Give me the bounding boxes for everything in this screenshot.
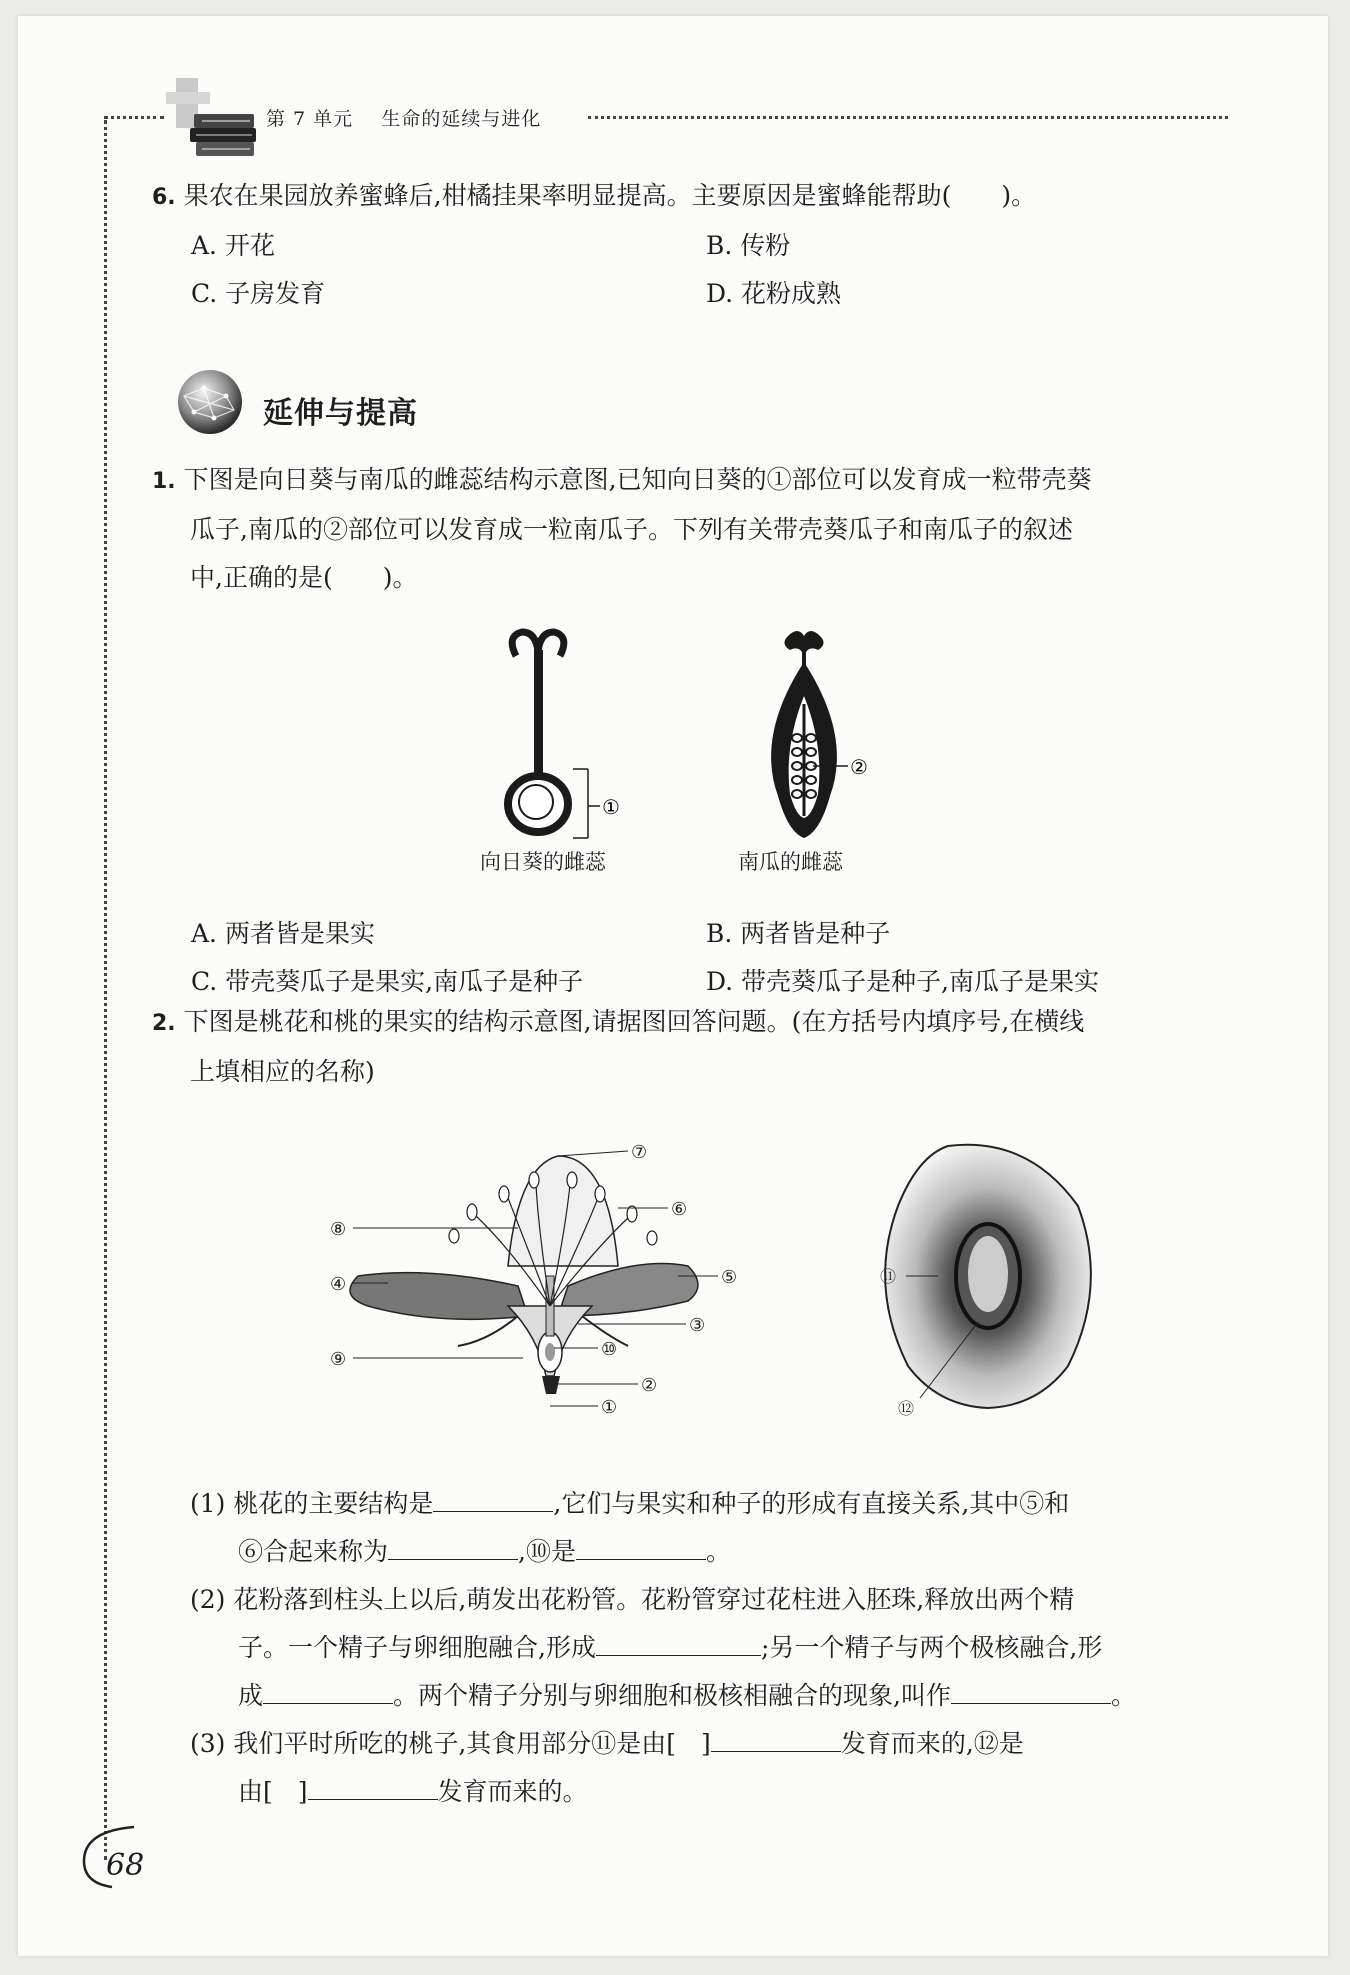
books-logo-icon [166, 74, 266, 164]
globe-icon [174, 366, 246, 438]
subquestion-text: 发育而来的。 [437, 1777, 588, 1806]
answer-blank[interactable] [596, 1629, 761, 1656]
pistil-figure [488, 626, 908, 856]
subquestion-text: 子。一个精子与卵细胞融合,形成 [238, 1633, 596, 1662]
label-1: ① [602, 795, 620, 819]
label-11: ⑪ [880, 1267, 897, 1286]
option-b: B. 传粉 [706, 231, 791, 260]
answer-blank[interactable] [308, 1773, 438, 1800]
label-2: ② [641, 1375, 658, 1396]
label-12: ⑫ [898, 1399, 915, 1418]
margin-rule [104, 120, 107, 1860]
peach-flower [350, 1151, 718, 1406]
option-c: C. 带壳葵瓜子是果实,南瓜子是种子 [191, 967, 584, 996]
subquestion-text: ,⑩是 [518, 1537, 576, 1566]
page-number: 68 [106, 1848, 145, 1883]
answer-blank[interactable] [433, 1485, 553, 1512]
label-3: ③ [689, 1315, 706, 1336]
subquestion-1 [190, 1480, 1069, 1576]
label-5: ⑤ [721, 1267, 738, 1288]
caption-pumpkin: 南瓜的雌蕊 [738, 850, 843, 874]
page [18, 16, 1328, 1956]
question-number: 2. [152, 1011, 176, 1036]
peach-figure [308, 1126, 1128, 1426]
header-rule [588, 116, 1228, 119]
option-c: C. 子房发育 [191, 279, 326, 308]
peach-fruit [885, 1145, 1091, 1408]
answer-blank[interactable] [263, 1677, 393, 1704]
question-line: 瓜子,南瓜的②部位可以发育成一粒南瓜子。下列有关带壳葵瓜子和南瓜子的叙述 [190, 515, 1073, 544]
subquestion-text: (1) 桃花的主要结构是 [190, 1489, 434, 1518]
label-2: ② [850, 755, 868, 779]
option-b: B. 两者皆是种子 [706, 919, 891, 948]
question-line: 中,正确的是( )。 [190, 563, 418, 592]
answer-blank[interactable] [388, 1533, 518, 1560]
sunflower-pistil [508, 632, 600, 838]
subquestion-text: 发育而来的,⑫是 [840, 1729, 1024, 1758]
pumpkin-pistil [771, 631, 848, 838]
question-stem: 果农在果园放养蜜蜂后,柑橘挂果率明显提高。主要原因是蜜蜂能帮助( )。 [183, 181, 1037, 210]
option-a: A. 开花 [191, 231, 275, 260]
subquestion-text: 。 [705, 1537, 731, 1566]
subquestion-text: (3) 我们平时所吃的桃子,其食用部分⑪是由[ ] [190, 1729, 711, 1758]
running-header [266, 104, 541, 131]
header-rule [104, 116, 164, 119]
subquestion-text: ;另一个精子与两个极核融合,形 [760, 1633, 1103, 1662]
answer-blank[interactable] [576, 1533, 706, 1560]
question-line: 下图是桃花和桃的果实的结构示意图,请据图回答问题。(在方括号内填序号,在横线 [183, 1007, 1085, 1036]
section-title: 延伸与提高 [263, 396, 418, 431]
option-a: A. 两者皆是果实 [191, 919, 375, 948]
answer-blank[interactable] [951, 1677, 1111, 1704]
subquestion-text: ,它们与果实和种子的形成有直接关系,其中⑤和 [553, 1489, 1070, 1518]
label-8: ⑧ [330, 1219, 347, 1240]
question-1 [152, 456, 1092, 602]
label-1: ① [601, 1397, 618, 1418]
label-7: ⑦ [631, 1142, 648, 1163]
subquestion-text: 。 [1110, 1681, 1136, 1710]
subquestion-3 [190, 1720, 1024, 1816]
question-line: 下图是向日葵与南瓜的雌蕊结构示意图,已知向日葵的①部位可以发育成一粒带壳葵 [183, 465, 1092, 494]
subquestion-text: 成 [238, 1681, 264, 1710]
label-9: ⑨ [330, 1349, 347, 1370]
subquestion-text: ⑥合起来称为 [238, 1537, 389, 1566]
question-number: 6. [152, 185, 176, 210]
caption-sunflower: 向日葵的雌蕊 [480, 850, 606, 874]
question-number: 1. [152, 469, 176, 494]
label-10: ⑩ [601, 1339, 618, 1360]
answer-blank[interactable] [711, 1725, 841, 1752]
subquestion-text: 由[ ] [238, 1777, 308, 1806]
option-d: D. 带壳葵瓜子是种子,南瓜子是果实 [706, 967, 1099, 996]
label-6: ⑥ [671, 1199, 688, 1220]
unit-number: 第 7 单元 [266, 108, 354, 130]
subquestion-text: 。两个精子分别与卵细胞和极核相融合的现象,叫作 [393, 1681, 951, 1710]
question-line: 上填相应的名称) [190, 1057, 375, 1086]
subquestion-2 [190, 1576, 1136, 1720]
subquestion-text: (2) 花粉落到柱头上以后,萌发出花粉管。花粉管穿过花柱进入胚珠,释放出两个精 [190, 1585, 1075, 1614]
question-2 [152, 998, 1084, 1096]
unit-title: 生命的延续与进化 [381, 108, 542, 130]
label-4: ④ [330, 1274, 347, 1295]
question-6 [152, 172, 1036, 222]
option-d: D. 花粉成熟 [706, 279, 842, 308]
